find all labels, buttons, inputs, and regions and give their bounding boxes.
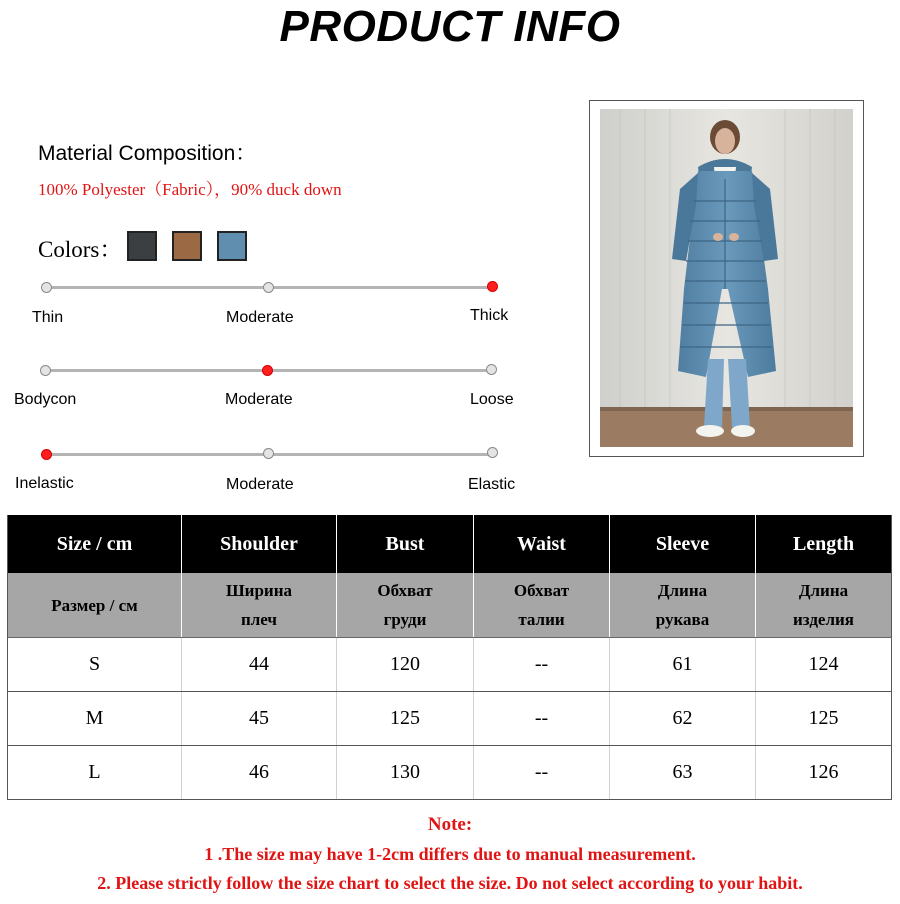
header-ru-line: Обхват (377, 581, 433, 600)
thickness-label-moderate: Moderate (226, 309, 294, 326)
header-ru-line: Обхват (513, 581, 570, 600)
header-ru-line: изделия (793, 610, 854, 629)
table-header-row-ru (8, 573, 892, 638)
table-cell: 120 (337, 638, 474, 692)
table-cell: -- (474, 692, 610, 746)
table-row (8, 638, 892, 692)
material-value: 100% Polyester（Fabric），90% duck down (38, 180, 342, 199)
size-chart-table (7, 515, 892, 800)
table-cell: 45 (182, 692, 337, 746)
product-photo (600, 109, 853, 447)
elasticity-label-moderate: Moderate (226, 476, 294, 493)
thickness-dot-moderate (263, 282, 274, 293)
table-cell: 125 (337, 692, 474, 746)
table-cell: L (8, 746, 182, 800)
table-cell: 130 (337, 746, 474, 800)
header-ru-shoulder (182, 573, 337, 638)
header-ru-line: Ширина (225, 581, 292, 600)
note-line-2: 2. Please strictly follow the size chart to select the size. Do not select according to your habit. (97, 873, 803, 893)
thickness-dot-thin (41, 282, 52, 293)
elasticity-label-elastic: Elastic (468, 476, 516, 493)
color-swatch-dark-gray[interactable] (127, 231, 157, 261)
fit-dot-bodycon (40, 365, 51, 376)
table-cell: M (8, 692, 182, 746)
elasticity-dot-elastic (487, 447, 498, 458)
page-title: PRODUCT INFO (279, 2, 621, 51)
note-line-1: 1 .The size may have 1-2cm differs due to manual measurement. (204, 844, 696, 864)
header-ru-bust (337, 573, 474, 638)
fit-label-bodycon: Bodycon (14, 391, 77, 408)
table-row (8, 746, 892, 800)
table-header-row-en (8, 515, 892, 573)
header-waist: Waist (474, 515, 610, 573)
fit-dot-moderate (262, 365, 273, 376)
table-cell: -- (474, 638, 610, 692)
elasticity-dot-moderate (263, 448, 274, 459)
note-title: Note: (427, 814, 473, 835)
header-ru-size (8, 573, 182, 638)
header-ru-line: Длина (657, 581, 708, 600)
table-cell: 126 (756, 746, 892, 800)
header-ru-length (756, 573, 892, 638)
table-cell: 63 (610, 746, 756, 800)
header-bust: Bust (337, 515, 474, 573)
thickness-dot-thick (487, 281, 498, 292)
table-row (8, 692, 892, 746)
header-ru-line: талии (518, 610, 565, 629)
fit-label-loose: Loose (470, 391, 514, 408)
elasticity-label-inelastic: Inelastic (15, 475, 74, 492)
header-ru-waist (474, 573, 610, 638)
material-label: Material Composition： (38, 142, 257, 165)
thickness-label-thick: Thick (470, 307, 509, 324)
header-shoulder: Shoulder (182, 515, 337, 573)
elasticity-dot-inelastic (41, 449, 52, 460)
product-photo-frame (589, 100, 864, 457)
table-cell: 44 (182, 638, 337, 692)
table-cell: 124 (756, 638, 892, 692)
color-swatch-brown[interactable] (172, 231, 202, 261)
table-cell: S (8, 638, 182, 692)
header-ru-line: груди (383, 610, 427, 629)
header-length: Length (756, 515, 892, 573)
header-ru-line: рукава (655, 610, 710, 629)
header-ru-line: Длина (798, 581, 849, 600)
fit-label-moderate: Moderate (225, 391, 293, 408)
table-cell: 62 (610, 692, 756, 746)
header-ru-line: плеч (240, 610, 278, 629)
colors-label: Colors： (38, 237, 123, 262)
header-sleeve: Sleeve (610, 515, 756, 573)
header-ru-sleeve (610, 573, 756, 638)
header-ru-size-line1: Размер / см (51, 595, 138, 615)
table-cell: 61 (610, 638, 756, 692)
table-cell: 46 (182, 746, 337, 800)
thickness-label-thin: Thin (32, 309, 64, 326)
table-cell: -- (474, 746, 610, 800)
color-swatch-blue[interactable] (217, 231, 247, 261)
header-size: Size / cm (8, 515, 182, 573)
table-cell: 125 (756, 692, 892, 746)
fit-dot-loose (486, 364, 497, 375)
